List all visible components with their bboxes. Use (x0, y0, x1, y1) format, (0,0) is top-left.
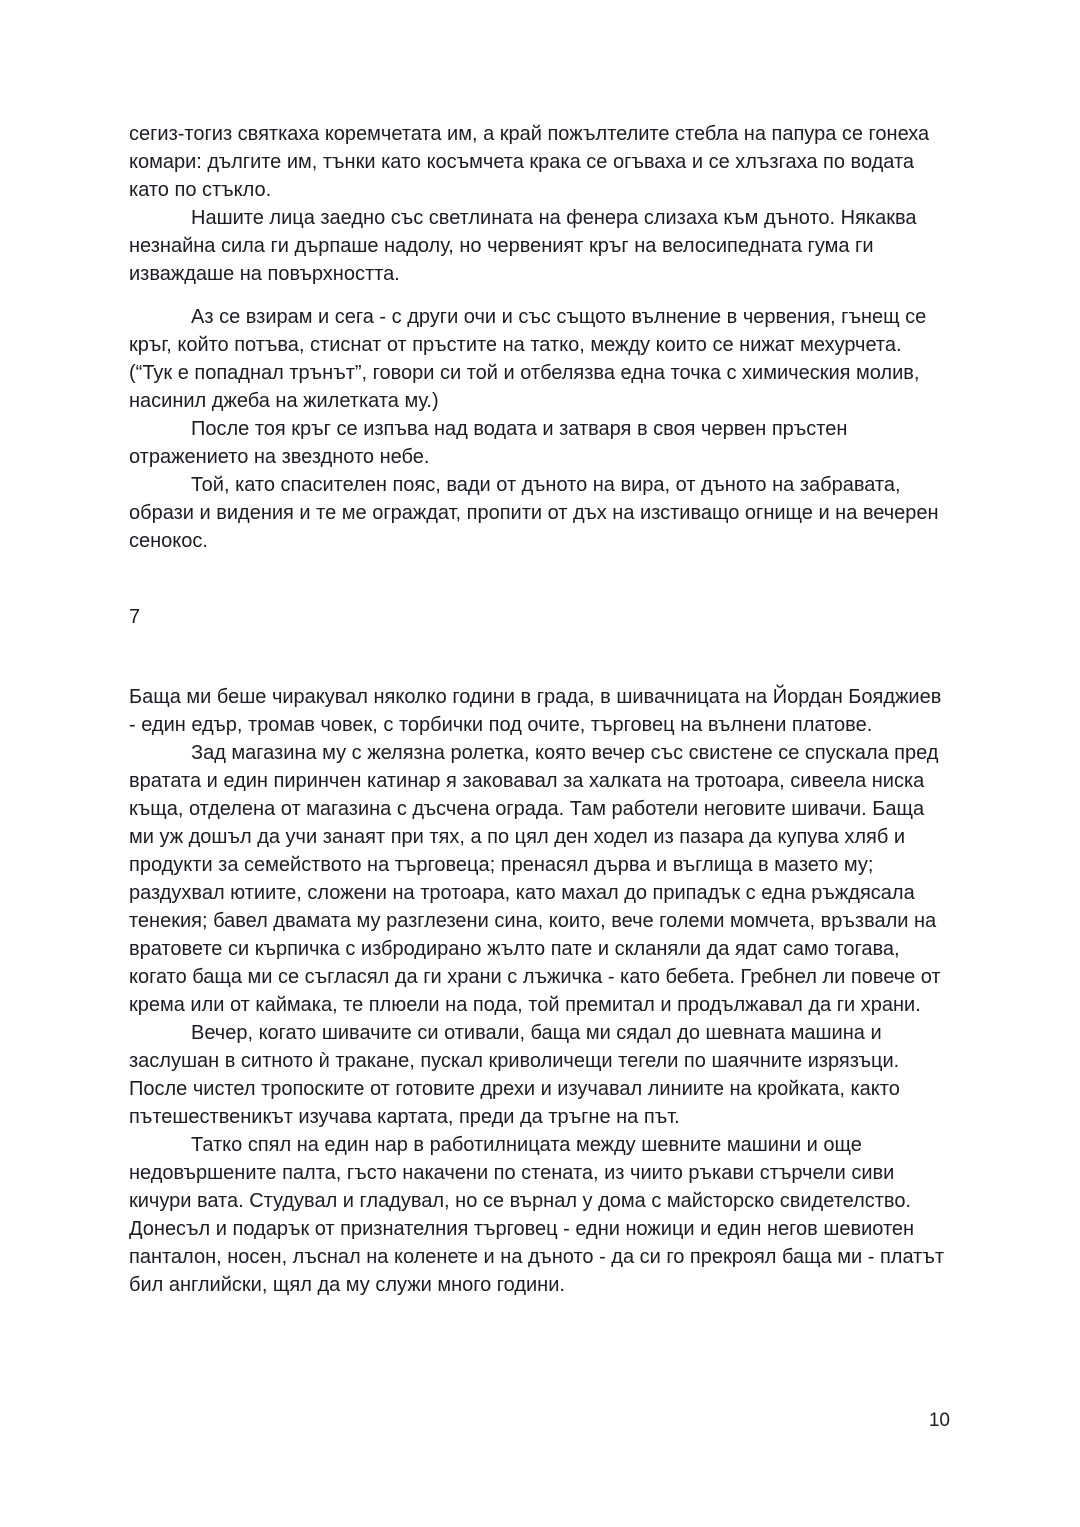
paragraph: Той, като спасителен пояс, вади от дъното на вира, от дъното на забравата, образи и видения и те ме ограждат, пропити от дъх на изстиващо огнище и на вечерен сенокос. (129, 474, 939, 552)
page-content (129, 120, 949, 1299)
paragraph: Аз се взирам и сега - с други очи и със същото вълнение в червения, гънещ се кръг, който потъва, стиснат от пръстите на татко, между които се нижат мехурчета. (“Тук е попаднал трънът”, говори си той и отбелязва една точка с химическия молив, насинил джеба на жилетката му.) (129, 306, 927, 412)
section-number: 7 (129, 606, 141, 628)
paragraph: Баща ми беше чиракувал няколко години в града, в шивачницата на Йордан Бояджиев - един едър, тромав човек, с торбички под очите, търговец на вълнени платове. (129, 686, 942, 736)
paragraph: Зад магазина му с желязна ролетка, която вечер със свистене се спускала пред вратата и един пиринчен катинар я заковавал за халката на тротоара, сивеела ниска къща, отделена от магазина с дъсчена ограда. Там работели неговите шивачи. Баща ми уж дошъл да учи занаят при тях, а по цял ден ходел из пазара да купува хляб и продукти за семейството на търговеца; пренасял дърва и въглища в мазето му; раздухвал ютиите, сложени на тротоара, като махал до припадък с една ръждясала тенекия; бавел двамата му разглезени сина, които, вече големи момчета, връзвали на вратовете си кърпичка с избродирано жълто пате и скланяли да ядат само тогава, когато баща ми се съгласял да ги храни с лъжичка - като бебета. Гребнел ли повече от крема или от каймака, те плюели на пода, той премитал и продължавал да ги храни. (129, 742, 941, 1016)
page-number: 10 (928, 1410, 950, 1431)
paragraph: После тоя кръг се изпъва над водата и затваря в своя червен пръстен отражението на звездното небе. (129, 418, 848, 468)
paragraph: Нашите лица заедно със светлината на фенера слизаха към дъното. Някаква незнайна сила ги дърпаше надолу, но червеният кръг на велосипедната гума ги изваждаше на повърхността. (129, 207, 917, 285)
paragraph: Татко спял на един нар в работилницата между шевните машини и още недовършените палта, гъсто накачени по стената, из чиито ръкави стърчели сиви кичури вата. Студувал и гладувал, но се върнал у дома с майсторско свидетелство. Донесъл и подарък от признателния търговец - едни ножици и един негов шевиотен панталон, носен, лъснал на коленете и на дъното - да си го прекроял баща ми - платът бил английски, щял да му служи много години. (129, 1134, 944, 1296)
paragraph-continuation: сегиз-тогиз святкаха коремчетата им, а край пожълтелите стебла на папура се гонеха комари: дългите им, тънки като косъмчета крака се огъваха и се хлъзгаха по водата като по стъкло. (129, 123, 930, 201)
paragraph: Вечер, когато шивачите си отивали, баща ми сядал до шевната машина и заслушан в ситното ѝ тракане, пускал криволичещи тегели по шаячните изрязъци. После чистел тропоските от готовите дрехи и изучавал линиите на кройката, както пътешественикът изучава картата, преди да тръгне на път. (129, 1022, 900, 1128)
